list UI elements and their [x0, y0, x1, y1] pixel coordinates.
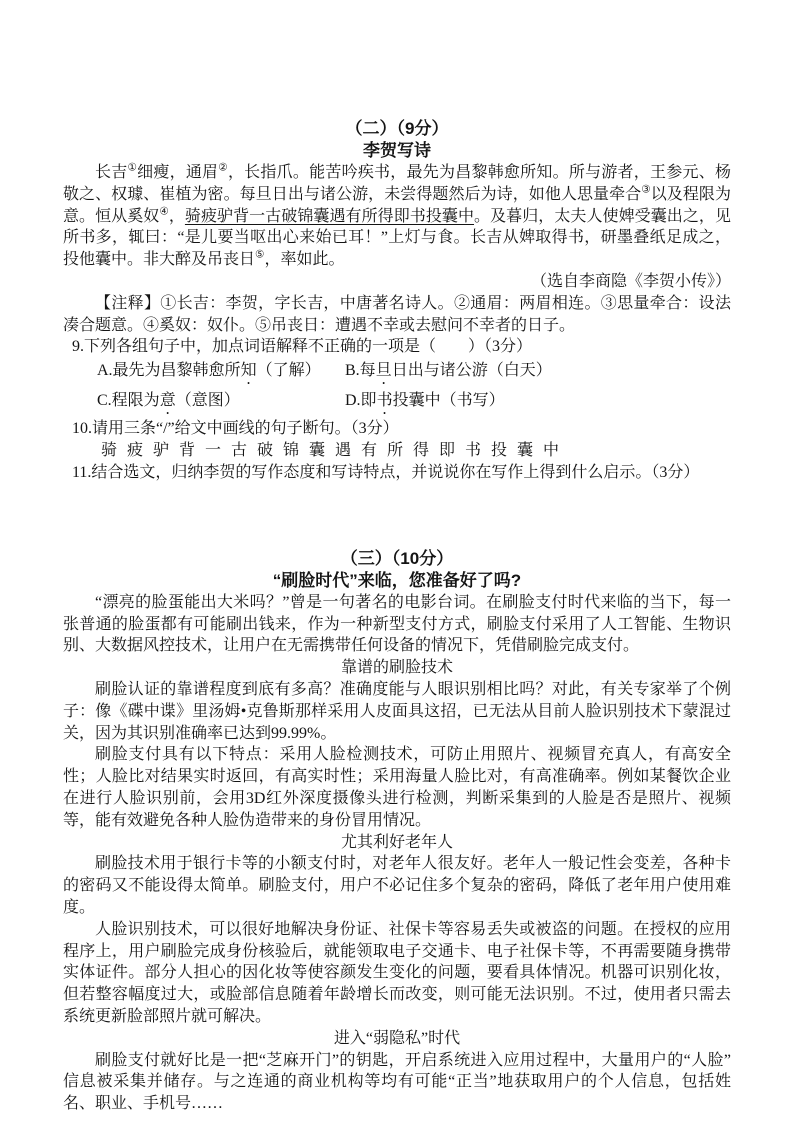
- section-divider-space: [63, 484, 731, 548]
- question-10-sentence: 骑 疲 驴 背 一 古 破 锦 囊 遇 有 所 得 即 书 投 囊 中: [101, 441, 562, 459]
- section-2-passage-title: 李贺写诗: [363, 141, 431, 160]
- article-subheading-2: 尤其利好老年人: [340, 833, 453, 851]
- question-9-options-row-1: [63, 358, 731, 388]
- article-paragraph-5: 刷脸支付就好比是一把“芝麻开门”的钥匙，开启系统进入应用过程中，大量用户的“人脸”信息被采集并储存。与之连通的商业机构等均有可能“正当”地获取用户的个人信息，包括姓名、职业、手机号……: [63, 1051, 731, 1113]
- article-intro-paragraph: “漂亮的脸蛋能出大米吗？”曾是一句著名的电影台词。在刷脸支付时代来临的当下，每一张普通的脸蛋都有可能刷出钱来，作为一种新型支付方式，刷脸支付采用了人工智能、生物识别、大数据风控技术，让用户在无需携带任何设备的情况下，凭借刷脸完成支付。: [63, 593, 731, 655]
- section-2-heading: （二）（9分）: [345, 119, 449, 138]
- question-10-stem: 10.请用三条“/”给文中画线的句子断句。（3分）: [72, 420, 399, 438]
- question-9-option-b: B.每旦日出与诸公游（白天）: [345, 362, 552, 380]
- article-paragraph-3: 刷脸技术用于银行卡等的小额支付时，对老年人很友好。老年人一般记性会变差，各种卡的密码又不能设得太简单。刷脸支付，用户不必记住多个复杂的密码，降低了老年用户使用难度。: [63, 855, 731, 916]
- section-3-article-title: “刷脸时代”来临，您准备好了吗?: [272, 570, 522, 590]
- page-content: [63, 118, 731, 1115]
- article-paragraph-2: 刷脸支付具有以下特点：采用人脸检测技术，可防止用照片、视频冒充真人，有高安全性；人脸比对结果实时返回，有高实时性；采用海量人脸比对，有高准确率。例如某餐饮企业在进行人脸识别前，会用3D红外深度摄像头进行检测，判断采集到的人脸是否是照片、视频等，能有效避免各种人脸伪造带来的身份冒用情况。: [63, 746, 731, 829]
- article-subheading-3: 进入“弱隐私”时代: [333, 1029, 461, 1047]
- passage-notes: 【注释】①长吉：李贺，字长吉，中唐著名诗人。②通眉：两眉相连。③思量牵合：设法凑合题意。④奚奴：奴仆。⑤吊丧日：遭遇不幸或去慰问不幸者的日子。: [63, 294, 731, 334]
- question-9-stem: 9.下列各组句子中，加点词语解释不正确的一项是（ ）（3分）: [72, 338, 533, 356]
- question-9-options-row-2: [63, 388, 731, 418]
- question-9-option-a: A.最先为昌黎韩愈所知（了解）: [97, 362, 321, 380]
- article-paragraph-4: 人脸识别技术，可以很好地解决身份证、社保卡等容易丢失或被盗的问题。在授权的应用程序上，用户刷脸完成身份核验后，就能领取电子交通卡、电子社保卡等，不再需要随身携带实体证件。部分人担心的因化妆等使容颜发生变化的问题，要看具体情况。机器可识别化妆，但若整容幅度过大，或脸部信息随着年龄增长而改变，则可能无法识别。不过，使用者只需去系统更新脸部照片就可解决。: [63, 920, 731, 1025]
- question-9-option-c: C.程限为意（意图）: [97, 392, 240, 410]
- question-9-option-d: D.即书投囊中（书写）: [345, 392, 505, 410]
- passage-attribution: （选自李商隐《李贺小传》）: [530, 272, 731, 290]
- section-3-heading: （三）（10分）: [340, 548, 454, 568]
- article-paragraph-1: 刷脸认证的靠谱程度到底有多高？准确度能与人眼识别相比吗？对此，有关专家举了个例子：像《碟中谍》里汤姆•克鲁斯那样采用人皮面具这招，已无法从目前人脸识别技术下蒙混过关，因为其识别准确率已达到99.99%。: [63, 680, 731, 742]
- article-subheading-1: 靠谱的刷脸技术: [340, 659, 453, 677]
- question-11-stem: 11.结合选文，归纳李贺的写作态度和写诗特点，并说说你在写作上得到什么启示。（3分）: [72, 463, 700, 481]
- section-2-passage: 长吉①细瘦，通眉②，长指爪。能苦吟疾书，最先为昌黎韩愈所知。所与游者，王参元、杨敬之、权璩、崔植为密。每旦日出与诸公游，未尝得题然后为诗，如他人思量牵合③以及程限为意。恒从奚奴④，骑疲驴背一古破锦囊遇有所得即书投囊中。及暮归，太夫人使婢受囊出之，见所书多，辄曰：“是儿要当呕出心来始已耳！”上灯与食。长吉从婢取得书，研墨叠纸足成之，投他囊中。非大醉及吊丧日⑤，率如此。: [63, 162, 731, 269]
